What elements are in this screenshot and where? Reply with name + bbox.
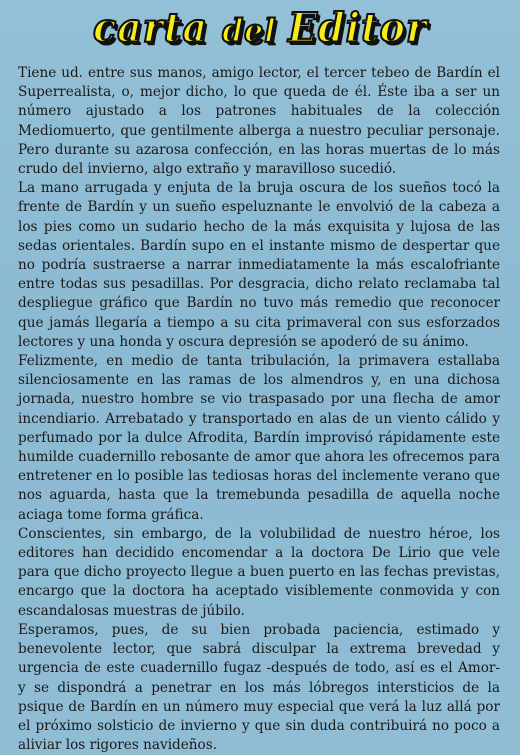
title-word-del: del [222,12,289,50]
paragraph-5: Esperamos, pues, de su bien probada paciencia, estimado y benevolente lector, que sabrá disculpar la extrema brevedad y urgencia de este cuadernillo fugaz -después de todo, así es el Amor- y se dispondrá a penetrar en los más lóbregos intersticios de la psique de Bardín en un número muy especial que verá la luz allá por el próximo solsticio de invierno y que sin duda contribuirá no poco a aliviar los rigores navideños. [18,621,500,754]
paragraph-4: Conscientes, sin embargo, de la volubilidad de nuestro héroe, los editores han decidido encomendar a la doctora De Lirio que vele para que dicho proyecto llegue a buen puerto en las fechas previstas, encargo que la doctora ha aceptado visiblemente conmovida y con escandalosas muestras de júbilo. [18,525,500,619]
paragraph-1: Tiene ud. entre sus manos, amigo lector, el tercer tebeo de Bardín el Superrealista, o, mejor dicho, lo que queda de él. Éste iba a ser un número ajustado a los patrones habituales de la colección Mediomuerto, que gentilmente alberga a nuestro peculiar personaje. Pero durante su azarosa confección, en las horas muertas de lo más crudo del invierno, algo extraño y maravilloso sucedió. [18,65,500,178]
title-word-editor: Editor [288,3,427,51]
paragraph-2: La mano arrugada y enjuta de la bruja oscura de los sueños tocó la frente de Bardín y un sueño espeluznante le envolvió de la cabeza a los pies como un sudario hecho de la más exquisita y lujosa de las sedas orientales. Bardín supo en el instante mismo de despertar que no podría sustraerse a narrar inmediatamente la más escalofriante entre todas sus pesadillas. Por desgracia, dicho relato reclamaba tal despliegue gráfico que Bardín no tuvo más remedio que reconocer que jamás llegaría a tiempo a su cita primaveral con sus esforzados lectores y una honda y oscura depresión se apoderó de su ánimo. [18,180,500,350]
editorial-body [18,64,500,755]
title-logo [93,3,427,50]
title-word-carta: carta [93,3,223,51]
paragraph-3: Felizmente, en medio de tanta tribulación, la primavera estallaba silenciosamente en las ramas de los almendros y, en una dichosa jornada, nuestro hombre se vio traspasado por una flecha de amor incendiario. Arrebatado y transportado en alas de un viento cálido y perfumado por la dulce Afrodita, Bardín improvisó rápidamente este humilde cuadernillo rebosante de amor que ahora les ofrecemos para entretener en lo posible las tediosas horas del inclemente verano que nos aguarda, hasta que la tremebunda pesadilla de aquella noche aciaga tome forma gráfica. [18,353,500,523]
page-title [0,2,520,52]
